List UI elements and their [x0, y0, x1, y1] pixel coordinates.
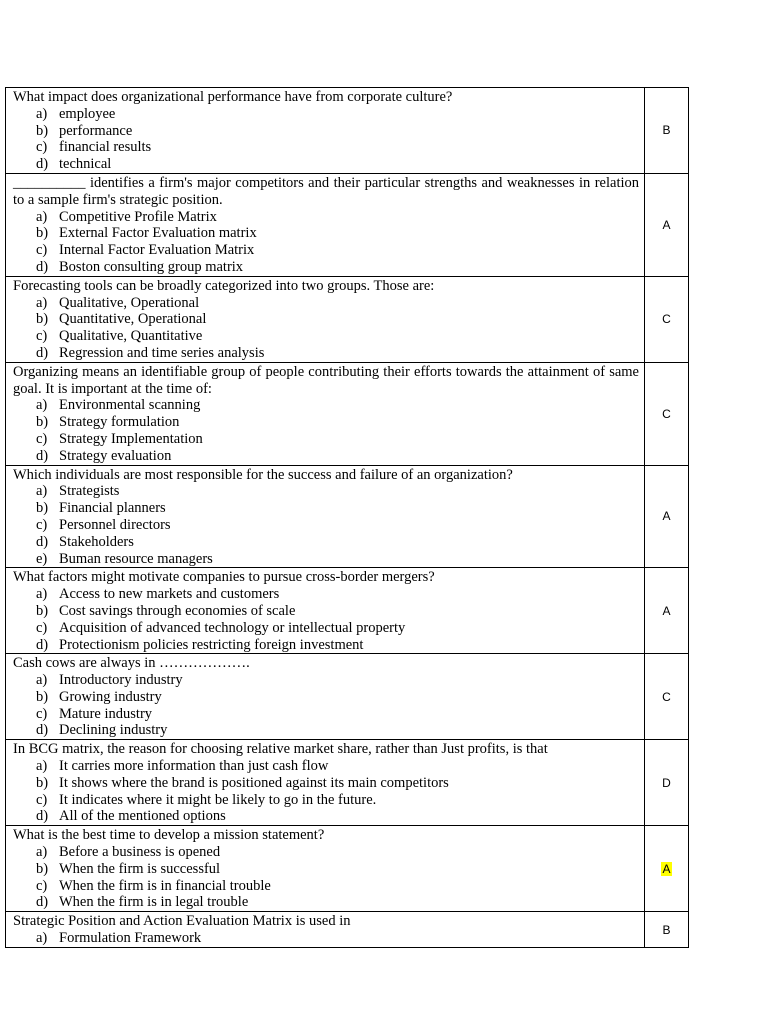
question-row [6, 465, 689, 568]
option-text: Quantitative, Operational [59, 311, 207, 328]
option-letter: c) [36, 328, 48, 345]
option-item [13, 861, 639, 878]
question-cell [6, 912, 645, 948]
option-text: performance [59, 122, 133, 139]
option-text: It shows where the brand is positioned against its main competitors [59, 774, 449, 791]
options-list [13, 397, 639, 464]
option-text: Acquisition of advanced technology or intellectual property [59, 619, 406, 636]
option-letter: d) [36, 894, 49, 911]
option-letter: b) [36, 414, 49, 431]
answer-cell [645, 173, 689, 276]
answer-cell [645, 740, 689, 826]
option-text: Qualitative, Quantitative [59, 328, 203, 345]
question-cell [6, 173, 645, 276]
option-item [13, 792, 639, 809]
option-text: Internal Factor Evaluation Matrix [59, 242, 255, 259]
option-item [13, 808, 639, 825]
option-item [13, 603, 639, 620]
option-letter: a) [36, 397, 48, 414]
option-item [13, 620, 639, 637]
option-letter: d) [36, 344, 49, 361]
option-item [13, 295, 639, 312]
answer-letter: B [662, 123, 671, 138]
option-letter: b) [36, 311, 49, 328]
question-row [6, 912, 689, 948]
option-text: Personnel directors [59, 516, 171, 533]
answer-cell [645, 362, 689, 465]
option-text: Environmental scanning [59, 397, 201, 414]
options-list [13, 672, 639, 739]
options-list [13, 209, 639, 276]
question-text: What is the best time to develop a mission statement? [13, 827, 325, 844]
option-item [13, 311, 639, 328]
answer-letter: B [662, 922, 671, 937]
option-text: When the firm is in financial trouble [59, 877, 271, 894]
option-item [13, 758, 639, 775]
answer-cell [645, 826, 689, 912]
option-item [13, 448, 639, 465]
option-text: Before a business is opened [59, 844, 221, 861]
question-cell [6, 654, 645, 740]
answer-letter: C [662, 406, 671, 421]
option-text: financial results [59, 139, 152, 156]
option-item [13, 672, 639, 689]
options-list [13, 758, 639, 825]
option-item [13, 930, 639, 947]
answer-cell [645, 654, 689, 740]
answer-letter: D [662, 775, 671, 790]
option-letter: d) [36, 533, 49, 550]
option-letter: d) [36, 808, 49, 825]
option-item [13, 500, 639, 517]
option-text: Qualitative, Operational [59, 294, 200, 311]
options-list [13, 930, 639, 947]
option-text: When the firm is in legal trouble [59, 894, 249, 911]
option-item [13, 517, 639, 534]
option-letter: a) [36, 208, 48, 225]
option-item [13, 414, 639, 431]
option-item [13, 706, 639, 723]
option-text: When the firm is successful [59, 860, 221, 877]
option-item [13, 225, 639, 242]
option-item [13, 637, 639, 654]
options-list [13, 483, 639, 567]
option-letter: a) [36, 586, 48, 603]
option-item [13, 878, 639, 895]
option-letter: a) [36, 758, 48, 775]
options-list [13, 586, 639, 653]
answer-cell [645, 88, 689, 174]
option-item [13, 431, 639, 448]
option-letter: e) [36, 550, 48, 567]
option-item [13, 689, 639, 706]
option-item [13, 242, 639, 259]
option-letter: d) [36, 636, 49, 653]
option-letter: c) [36, 619, 48, 636]
answer-letter: A [662, 509, 671, 524]
option-text: It carries more information than just cash flow [59, 758, 329, 775]
option-letter: c) [36, 139, 48, 156]
option-item [13, 722, 639, 739]
option-text: Growing industry [59, 688, 162, 705]
option-text: Buman resource managers [59, 550, 213, 567]
option-item [13, 156, 639, 173]
question-text: Strategic Position and Action Evaluation Matrix is used in [13, 913, 351, 930]
option-letter: b) [36, 688, 49, 705]
option-item [13, 123, 639, 140]
quiz-table [5, 87, 689, 948]
option-item [13, 139, 639, 156]
option-item [13, 397, 639, 414]
answer-cell [645, 276, 689, 362]
option-text: Access to new markets and customers [59, 586, 280, 603]
option-letter: b) [36, 860, 49, 877]
answer-letter: A [662, 861, 671, 876]
question-text: Which individuals are most responsible for the success and failure of an organization? [13, 466, 513, 483]
question-cell [6, 740, 645, 826]
option-letter: a) [36, 294, 48, 311]
option-letter: c) [36, 430, 48, 447]
option-item [13, 894, 639, 911]
option-item [13, 328, 639, 345]
question-row [6, 654, 689, 740]
option-letter: a) [36, 105, 48, 122]
question-row [6, 826, 689, 912]
option-letter: d) [36, 156, 49, 173]
question-cell [6, 826, 645, 912]
question-cell [6, 465, 645, 568]
option-text: employee [59, 105, 116, 122]
option-item [13, 586, 639, 603]
option-text: Competitive Profile Matrix [59, 208, 217, 225]
option-text: Protectionism policies restricting foreign investment [59, 636, 364, 653]
answer-letter: C [662, 312, 671, 327]
answer-letter: A [662, 217, 671, 232]
answer-letter: C [662, 689, 671, 704]
option-text: technical [59, 156, 112, 173]
option-letter: b) [36, 774, 49, 791]
option-letter: b) [36, 122, 49, 139]
option-item [13, 345, 639, 362]
question-row [6, 88, 689, 174]
option-letter: a) [36, 672, 48, 689]
question-row [6, 173, 689, 276]
option-item [13, 209, 639, 226]
answer-cell [645, 568, 689, 654]
option-letter: c) [36, 516, 48, 533]
option-text: Strategy formulation [59, 414, 180, 431]
option-text: Boston consulting group matrix [59, 258, 244, 275]
option-text: Financial planners [59, 500, 166, 517]
option-text: Strategy Implementation [59, 430, 203, 447]
question-text: __________ identifies a firm's major competitors and their particular strengths and weaknesses in relation to a sample firm's strategic position. [13, 174, 639, 208]
question-text: Forecasting tools can be broadly categorized into two groups. Those are: [13, 277, 435, 294]
option-letter: b) [36, 225, 49, 242]
option-item [13, 534, 639, 551]
option-letter: a) [36, 930, 48, 947]
option-letter: c) [36, 705, 48, 722]
option-text: Strategists [59, 483, 120, 500]
option-letter: d) [36, 258, 49, 275]
option-text: Declining industry [59, 722, 168, 739]
question-cell [6, 362, 645, 465]
options-list [13, 295, 639, 362]
answer-cell [645, 912, 689, 948]
question-text: Organizing means an identifiable group of people contributing their efforts towards the attainment of same goal. It is important at the time of: [13, 363, 639, 397]
option-text: Introductory industry [59, 672, 183, 689]
question-cell [6, 88, 645, 174]
option-text: All of the mentioned options [59, 808, 226, 825]
question-text: Cash cows are always in ………………. [13, 655, 250, 672]
question-row [6, 362, 689, 465]
option-letter: c) [36, 242, 48, 259]
option-letter: d) [36, 722, 49, 739]
option-text: Stakeholders [59, 533, 134, 550]
answer-cell [645, 465, 689, 568]
question-row [6, 740, 689, 826]
question-row [6, 276, 689, 362]
option-item [13, 551, 639, 568]
option-letter: b) [36, 602, 49, 619]
option-text: External Factor Evaluation matrix [59, 225, 257, 242]
question-text: What factors might motivate companies to pursue cross-border mergers? [13, 569, 435, 586]
option-letter: a) [36, 844, 48, 861]
option-letter: c) [36, 877, 48, 894]
option-text: Cost savings through economies of scale [59, 602, 296, 619]
option-item [13, 775, 639, 792]
options-list [13, 844, 639, 911]
option-item [13, 844, 639, 861]
question-text: What impact does organizational performance have from corporate culture? [13, 89, 453, 105]
question-row [6, 568, 689, 654]
option-letter: a) [36, 483, 48, 500]
option-letter: d) [36, 447, 49, 464]
option-letter: c) [36, 791, 48, 808]
question-text: In BCG matrix, the reason for choosing relative market share, rather than Just profits, is that [13, 741, 548, 758]
options-list [13, 106, 639, 173]
question-cell [6, 568, 645, 654]
answer-letter: A [662, 603, 671, 618]
option-text: Regression and time series analysis [59, 344, 265, 361]
option-item [13, 106, 639, 123]
question-cell [6, 276, 645, 362]
option-text: Strategy evaluation [59, 447, 172, 464]
option-text: It indicates where it might be likely to go in the future. [59, 791, 377, 808]
option-letter: b) [36, 500, 49, 517]
option-item [13, 259, 639, 276]
option-item [13, 483, 639, 500]
option-text: Mature industry [59, 705, 153, 722]
option-text: Formulation Framework [59, 930, 202, 947]
